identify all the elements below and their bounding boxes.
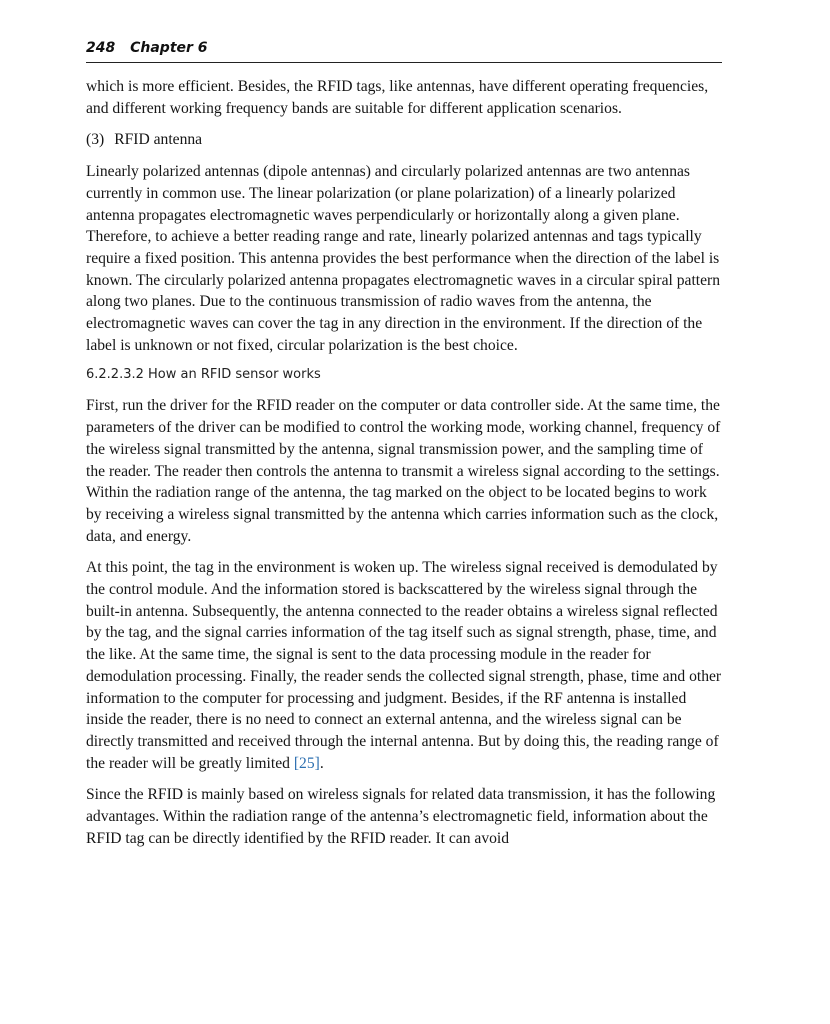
tag-wakeup-text: At this point, the tag in the environment is woken up. The wireless signal received is demodulated by the control module. And the information stored is backscattered by the wireless signal through the built-in antenna. Subsequently, the antenna connected to the reader obtains a wireless signal reflected by the tag, and the signal carries information of the tag itself such as signal strength, phase, time, and the like. At the same time, the signal is sent to the data processing module in the reader for demodulation processing. Finally, the reader sends the collected signal strength, phase, time and other information to the computer for processing and judgment. Besides, if the RF antenna is installed inside the reader, there is no need to connect an external antenna, and the wireless signal can be directly transmitted and received through the internal antenna. But by doing this, the reading range of the reader will be greatly limited [86, 559, 722, 772]
list-item-heading [86, 129, 722, 151]
continuation-paragraph: which is more efficient. Besides, the RFID tags, like antennas, have different operating frequencies, and different working frequency bands are suitable for different application scenarios. [86, 78, 709, 117]
tag-wakeup-paragraph [86, 557, 722, 774]
subsection-heading: 6.2.2.3.2 How an RFID sensor works [86, 367, 321, 383]
antenna-paragraph: Linearly polarized antennas (dipole antennas) and circularly polarized antennas are two antennas currently in common use. The linear polarization (or plane polarization) of a linearly polarized antenna propagates electromagnetic waves perpendicularly or horizontally along a given plane. Therefore, to achieve a better reading range and rate, linearly polarized antennas and tags typically require a fixed position. This antenna provides the best performance when the direction of the label is known. The circularly polarized antenna propagates electromagnetic waves in a circular spiral pattern along two planes. Due to the continuous transmission of radio waves from the antenna, the electromagnetic waves can cover the tag in any direction in the environment. If the direction of the label is unknown or not fixed, circular polarization is the best choice. [86, 163, 721, 354]
book-page [86, 38, 722, 850]
citation-link[interactable]: [25] [293, 754, 320, 772]
driver-paragraph: First, run the driver for the RFID reader on the computer or data controller side. At the same time, the parameters of the driver can be modified to control the working mode, working channel, frequency of the wireless signal transmitted by the antenna, signal transmission power, and the sampling time of the reader. The reader then controls the antenna to transmit a wireless signal according to the settings. Within the radiation range of the antenna, the tag marked on the object to be located begins to work by receiving a wireless signal transmitted by the antenna which carries information such as the clock, data, and energy. [86, 397, 721, 545]
chapter-title: Chapter 6 [130, 40, 208, 56]
page-body [86, 76, 722, 850]
page-number: 248 [86, 40, 116, 56]
list-item-title: RFID antenna [114, 131, 203, 149]
advantages-paragraph: Since the RFID is mainly based on wireless signals for related data transmission, it has the following advantages. Within the radiation range of the antenna’s electromagnetic field, information about the RFID tag can be directly identified by the RFID reader. It can avoid [86, 786, 716, 847]
running-header [86, 38, 722, 63]
list-item-number: (3) [86, 131, 105, 149]
tag-wakeup-period: . [319, 754, 324, 772]
